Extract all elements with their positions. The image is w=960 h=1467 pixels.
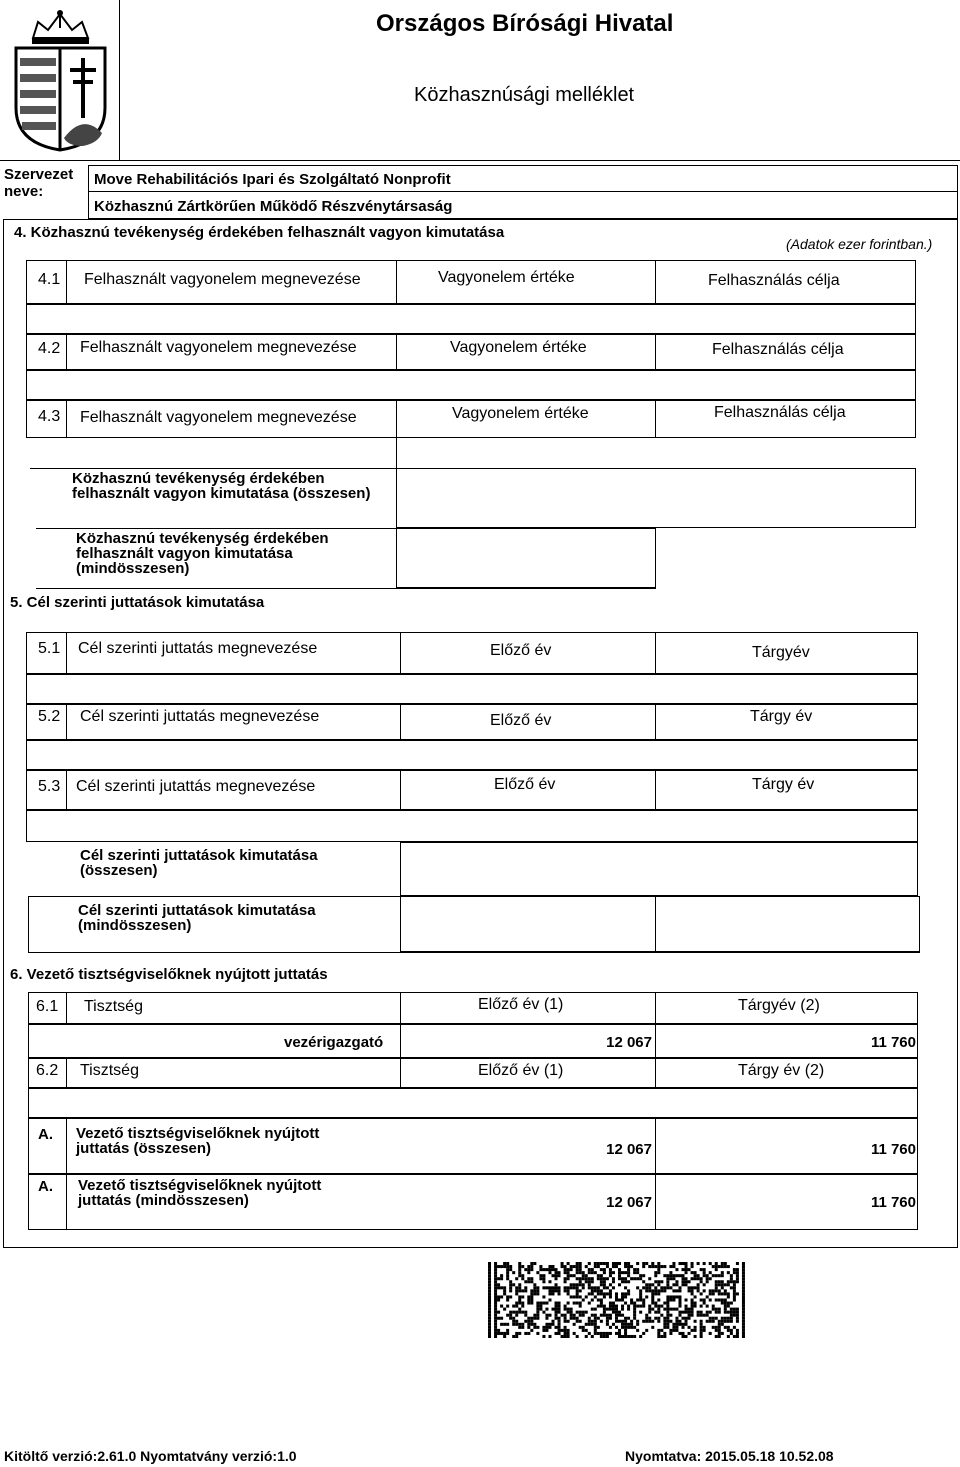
col-asset-name: Felhasznált vagyonelem megnevezése (80, 409, 357, 426)
section6-total-prev: 12 067 (606, 1141, 652, 1158)
page-subtitle: Közhasznúsági melléklet (414, 84, 635, 106)
unit-note: (Adatok ezer forintban.) (786, 236, 933, 252)
col-current-year: Tárgyév (752, 644, 810, 661)
section4-title: 4. Közhasznú tevékenység érdekében felhasznált vagyon kimutatása (14, 224, 505, 241)
section6-grand-total-prev: 12 067 (606, 1194, 652, 1211)
row-num: 4.3 (38, 408, 61, 425)
col-usage: Felhasználás célja (708, 272, 840, 289)
row-num: 6.1 (36, 998, 59, 1015)
col-benefit-name: Cél szerinti jutattás megnevezése (76, 778, 316, 795)
coat-of-arms-icon (8, 8, 113, 153)
section6-grand-total-curr: 11 760 (870, 1194, 916, 1211)
col-current-year: Tárgy év (750, 708, 813, 725)
col-position: Tisztség (80, 1062, 139, 1079)
org-name-line1: Move Rehabilitációs Ipari és Szolgáltató Nonprofit (94, 171, 451, 188)
grand-total-letter: A. (38, 1178, 53, 1195)
col-current-year: Tárgy év (2) (738, 1062, 825, 1079)
section6-grand-total-label: Vezető tisztségviselőknek nyújtott juttatás (mindösszesen) (78, 1177, 322, 1209)
col-benefit-name: Cél szerinti juttatás megnevezése (78, 640, 318, 657)
org-name-line2: Közhasznú Zártkörűen Működő Részvénytársaság (94, 198, 453, 215)
col-usage: Felhasználás célja (712, 341, 844, 358)
section5-grand-total-label: Cél szerinti juttatások kimutatása (mindösszesen) (78, 902, 316, 934)
row-num: 4.2 (38, 340, 61, 357)
row-num: 5.3 (38, 778, 61, 795)
page-title: Országos Bírósági Hivatal (376, 10, 674, 37)
section6-total-label: Vezető tisztségviselőknek nyújtott juttatás (összesen) (76, 1125, 320, 1157)
col-prev-year: Előző év (490, 712, 552, 729)
col-asset-value: Vagyonelem értéke (452, 405, 589, 422)
footer-printed: Nyomtatva: 2015.05.18 10.52.08 (625, 1448, 834, 1464)
section5-total-label: Cél szerinti juttatások kimutatása (összesen) (80, 847, 318, 879)
prev-year-value: 12 067 (606, 1034, 652, 1051)
row-num: 5.1 (38, 640, 61, 657)
col-asset-value: Vagyonelem értéke (450, 339, 587, 356)
col-current-year: Tárgy év (752, 776, 815, 793)
col-prev-year: Előző év (1) (478, 1062, 564, 1079)
col-benefit-name: Cél szerinti juttatás megnevezése (80, 708, 320, 725)
col-prev-year: Előző év (490, 642, 552, 659)
section5-title: 5. Cél szerinti juttatások kimutatása (10, 594, 265, 611)
section6-total-curr: 11 760 (870, 1141, 916, 1158)
col-prev-year: Előző év (494, 776, 556, 793)
row-num: 6.2 (36, 1062, 59, 1079)
section6-title: 6. Vezető tisztségviselőknek nyújtott juttatás (10, 966, 328, 983)
footer-version: Kitöltő verzió:2.61.0 Nyomtatvány verzió:1.0 (4, 1448, 297, 1464)
section4-grand-total-label: Közhasznú tevékenység érdekében felhasznált vagyon kimutatása (mindösszesen) (76, 530, 329, 577)
position-value: vezérigazgató (284, 1034, 384, 1051)
col-asset-value: Vagyonelem értéke (438, 269, 575, 286)
section4-total-label: Közhasznú tevékenység érdekében felhasznált vagyon kimutatása (összesen) (72, 470, 371, 502)
col-current-year: Tárgyév (2) (738, 997, 820, 1014)
row-num: 5.2 (38, 708, 61, 725)
col-usage: Felhasználás célja (714, 404, 846, 421)
col-asset-name: Felhasznált vagyonelem megnevezése (80, 339, 357, 356)
col-asset-name: Felhasznált vagyonelem megnevezése (84, 271, 361, 288)
org-label: Szervezet neve: (4, 166, 74, 201)
current-year-value: 11 760 (870, 1034, 916, 1051)
row-num: 4.1 (38, 271, 61, 288)
barcode-icon (488, 1262, 748, 1338)
total-letter: A. (38, 1126, 53, 1143)
col-position: Tisztség (84, 998, 143, 1015)
col-prev-year: Előző év (1) (478, 996, 564, 1013)
